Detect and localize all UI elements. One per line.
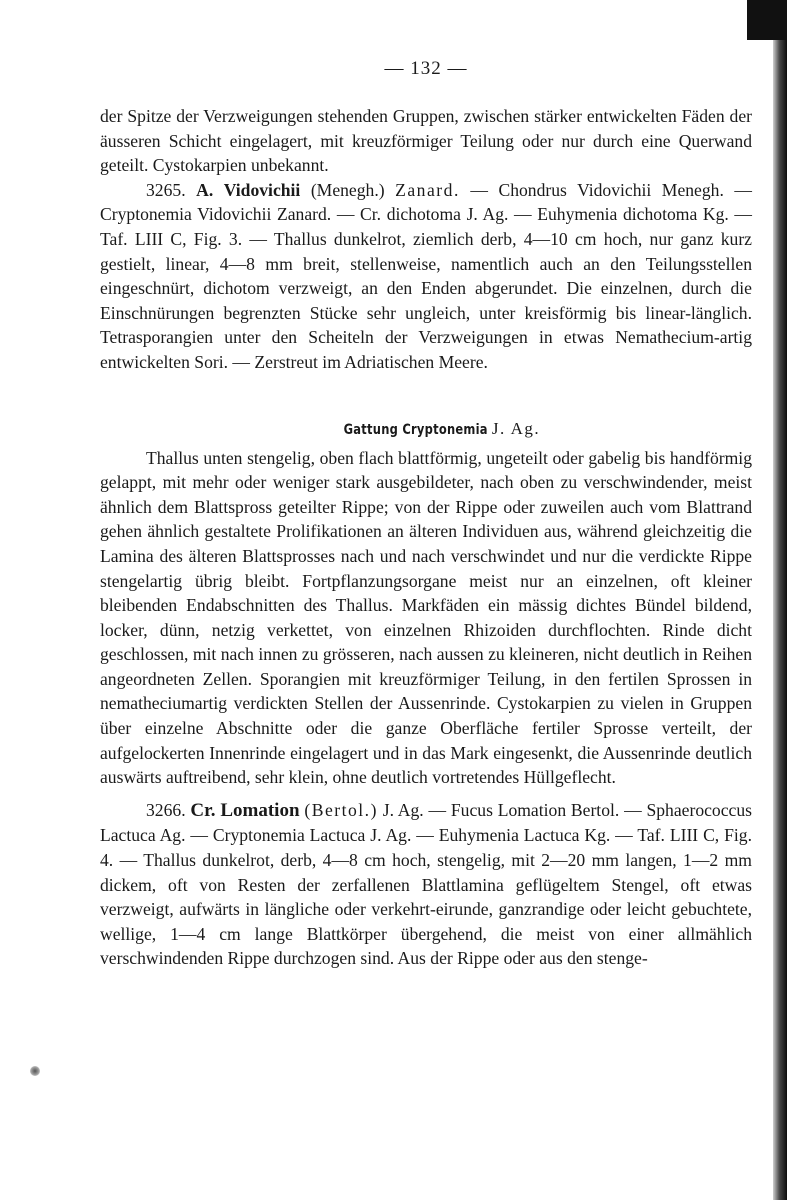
species-body: — Fucus Lomation Bertol. — Sphaerococcus Lactuca Ag. — Cryptonemia Lactuca J. Ag. — Euhymenia Lactuca Kg. — Taf. LIII C, Fig. 4. — Thallus dunkelrot, derb, 4—8 cm hoch, stengelig, mit 2—20 mm langen, 1—2 mm dickem, oft von Resten der zerfallenen Blattlamina geflügeltem Stengel, oft etwas verzweigt, aufwärts in längliche oder verkehrt-eirunde, ganzrandige oder leicht gebuchtete, wellige, 1—4 cm lange Blattkörper übergehend, die meist von einer allmählich verschwindenden Rippe durchzogen sind. Aus der Rippe oder aus den stenge- [100,799,752,969]
species-author: Zanard. [395,179,460,200]
page-corner-shadow [747,0,787,40]
genus-description: Thallus unten stengelig, oben flach blattförmig, ungeteilt oder gabelig bis handförmig gelappt, mit mehr oder weniger stark ausgebildeter, nach oben zu verschwindender, meist ähnlich dem Blattspross geteilter Rippe; von der Rippe oder zuweilen auch vom Blattrand gehen ähnlich gestaltete Prolifikationen an älteren Individuen aus, während gleichzeitig die Lamina des älteren Blattsprosses nach und nach verschwindet und nur die verdickte Rippe stengelartig übrig bleibt. Fortpflanzungsorgane meist nur an einzelnen, oft kleiner bleibenden Endabschnitten des Thallus. Markfäden ein mässig dichtes Bündel bildend, locker, dünn, netzig verkettet, von einzelnen Rhizoiden durchflochten. Rinde dicht geschlossen, mit nach innen zu grösseren, nach aussen zu kleineren, nicht deutlich in Reihen angeordneten Zellen. Sporangien mit kreuzförmiger Teilung, in den fertilen Sprossen in nematheciumartig verdickten Stellen der Aussenrinde. Cystokarpien zu vielen in Gruppen über einzelne Abschnitte oder die ganze Oberfläche fertiler Sprosse verteilt, der aufgelockerten Innenrinde eingelagert und in das Mark eingesenkt, die Aussenrinde deutlich auswärts auftreibend, sehr klein, ohne deutlich vortretendes Hüllgeflecht. [100,447,752,788]
species-author: J. Ag. [382,799,424,820]
genus-heading-label: Gattung Cryptonemia [343,421,488,438]
species-number: 3265. [146,179,186,200]
species-3266-entry [100,798,752,971]
species-genus-abbr: Cr. [190,799,216,821]
species-author-paren: (Menegh.) [310,179,385,200]
species-author-paren: (Bertol.) [304,799,378,820]
page-edge-shadow [773,0,787,1200]
species-epithet: Vidovichii [223,179,301,200]
book-page [100,58,752,971]
species-number: 3266. [146,799,186,820]
species-body: — Chondrus Vidovichii Menegh. — Cryptonemia Vidovichii Zanard. — Cr. dichotoma J. Ag. — Euhymenia dichotoma Kg. — Taf. LIII C, Fig. 3. — Thallus dunkelrot, ziemlich derb, 4—10 cm hoch, nur ganz kurz gestielt, linear, 4—8 mm breit, stellenweise, namentlich auch an den Teilungsstellen eingeschnürt, dichotom verzweigt, an den Enden abgerundet. Die einzelnen, durch die Einschnürungen begrenzten Stücke sehr ungleich, unter kreisförmig bis linear-länglich. Tetrasporangien unter den Scheiteln der Verzweigungen in etwas Nemathecium-artig entwickelten Sori. — Zerstreut im Adriatischen Meere. [100,179,752,372]
print-speck [30,1066,40,1076]
page-number: — 132 — [384,58,468,79]
species-genus-abbr: A. [196,179,214,200]
species-3265-entry [100,178,752,375]
spacer [100,790,752,798]
genus-heading-author: J. Ag. [491,418,541,438]
intro-paragraph: der Spitze der Verzweigungen stehenden Gruppen, zwischen stärker entwickelten Fäden der äusseren Schicht eingelagert, mit kreuzförmiger Teilung oder nur durch eine Querwand geteilt. Cystokarpien unbekannt. [100,106,752,176]
genus-heading [100,417,752,442]
species-epithet: Lomation [220,799,300,821]
